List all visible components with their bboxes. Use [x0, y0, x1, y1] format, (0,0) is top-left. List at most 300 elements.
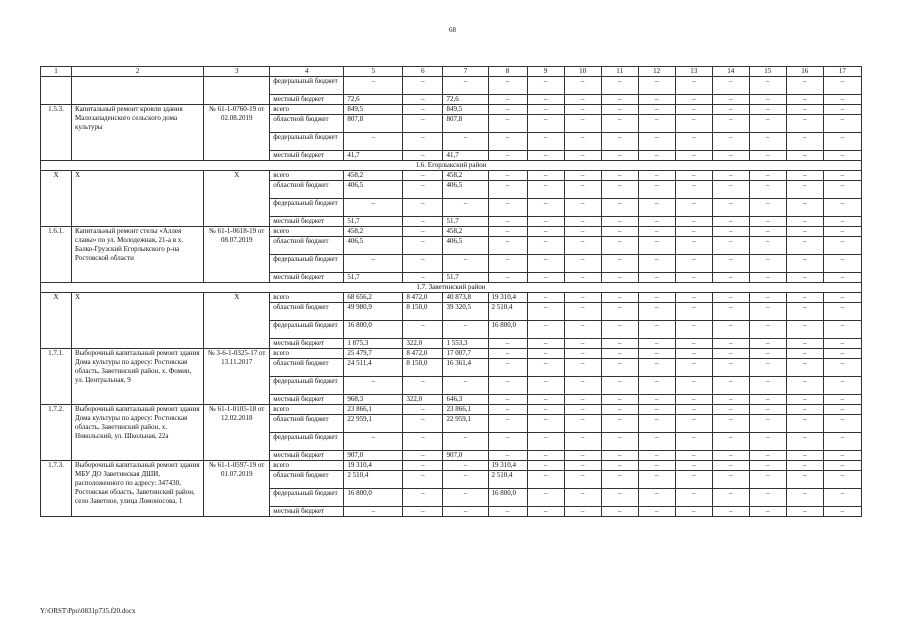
amount-cell: – — [786, 217, 823, 227]
section-row — [41, 161, 862, 171]
amount-cell: – — [675, 293, 712, 303]
amount-cell: – — [527, 303, 564, 321]
item-number-cell: Х — [41, 171, 72, 227]
amount-cell: 646,3 — [443, 395, 488, 405]
amount-cell: 17 007,7 — [443, 349, 488, 359]
amount-cell: – — [749, 303, 786, 321]
funding-source-label: местный бюджет — [270, 451, 344, 461]
table-row — [41, 227, 862, 237]
amount-cell: – — [786, 415, 823, 433]
funding-source-label: областной бюджет — [270, 359, 344, 377]
amount-cell: – — [749, 461, 786, 471]
amount-cell: – — [749, 199, 786, 217]
amount-cell: – — [564, 151, 601, 161]
amount-cell: – — [638, 115, 675, 133]
amount-cell: – — [403, 405, 443, 415]
column-header-cell: 13 — [675, 67, 712, 77]
amount-cell: – — [403, 433, 443, 451]
amount-cell: – — [601, 377, 638, 395]
amount-cell: – — [564, 415, 601, 433]
amount-cell: – — [527, 115, 564, 133]
amount-cell: – — [564, 199, 601, 217]
amount-cell: – — [443, 77, 488, 95]
amount-cell: – — [564, 507, 601, 517]
funding-source-label: федеральный бюджет — [270, 433, 344, 451]
amount-cell: 406,5 — [443, 237, 488, 255]
amount-cell: – — [601, 451, 638, 461]
amount-cell: – — [712, 273, 749, 283]
funding-source-label: местный бюджет — [270, 95, 344, 105]
amount-cell: – — [488, 95, 527, 105]
funding-source-label: федеральный бюджет — [270, 489, 344, 507]
item-number-cell: 1.5.3. — [41, 105, 72, 161]
item-number-cell: Х — [41, 293, 72, 349]
amount-cell: – — [488, 115, 527, 133]
amount-cell: – — [527, 95, 564, 105]
amount-cell: – — [601, 395, 638, 405]
object-name-cell: Х — [72, 171, 204, 227]
amount-cell: 51,7 — [443, 273, 488, 283]
amount-cell: 2 510,4 — [488, 471, 527, 489]
amount-cell: 458,2 — [344, 227, 403, 237]
document-number-cell: № 61-1-0105-18 от 12.02.2018 — [204, 405, 270, 461]
amount-cell: – — [443, 489, 488, 507]
amount-cell: – — [786, 293, 823, 303]
amount-cell: – — [638, 151, 675, 161]
funding-source-label: федеральный бюджет — [270, 377, 344, 395]
amount-cell: – — [488, 199, 527, 217]
amount-cell: – — [601, 405, 638, 415]
amount-cell: – — [675, 115, 712, 133]
amount-cell: – — [786, 151, 823, 161]
item-number-cell: 1.7.3. — [41, 461, 72, 517]
amount-cell: – — [786, 133, 823, 151]
amount-cell: – — [443, 199, 488, 217]
amount-cell: 322,0 — [403, 395, 443, 405]
amount-cell: 807,8 — [344, 115, 403, 133]
amount-cell: – — [675, 105, 712, 115]
amount-cell: – — [675, 471, 712, 489]
amount-cell: 24 511,4 — [344, 359, 403, 377]
amount-cell: – — [564, 405, 601, 415]
amount-cell: – — [712, 461, 749, 471]
amount-cell: – — [527, 461, 564, 471]
amount-cell: – — [527, 151, 564, 161]
amount-cell: – — [675, 489, 712, 507]
amount-cell: – — [823, 217, 861, 227]
amount-cell: – — [527, 451, 564, 461]
amount-cell: – — [564, 293, 601, 303]
amount-cell: – — [786, 115, 823, 133]
amount-cell: – — [675, 133, 712, 151]
amount-cell: – — [488, 227, 527, 237]
amount-cell: – — [527, 415, 564, 433]
amount-cell: – — [601, 415, 638, 433]
amount-cell: – — [601, 77, 638, 95]
document-number-cell: № 61-1-0618-19 от 08.07.2019 — [204, 227, 270, 283]
amount-cell: – — [527, 293, 564, 303]
amount-cell: 849,5 — [344, 105, 403, 115]
amount-cell: – — [675, 237, 712, 255]
amount-cell: – — [488, 339, 527, 349]
funding-source-label: федеральный бюджет — [270, 77, 344, 95]
amount-cell: – — [712, 415, 749, 433]
amount-cell: – — [823, 77, 861, 95]
amount-cell: – — [675, 95, 712, 105]
amount-cell: – — [675, 359, 712, 377]
amount-cell: – — [712, 405, 749, 415]
file-path-footer: Y:\ORST\Ppo\0831p735.f20.docx — [40, 607, 136, 615]
amount-cell: – — [786, 405, 823, 415]
amount-cell: – — [403, 95, 443, 105]
amount-cell: – — [823, 359, 861, 377]
amount-cell: – — [488, 151, 527, 161]
amount-cell: – — [638, 171, 675, 181]
amount-cell: – — [712, 395, 749, 405]
amount-cell: – — [638, 489, 675, 507]
amount-cell: – — [527, 349, 564, 359]
amount-cell: 41,7 — [443, 151, 488, 161]
amount-cell: – — [675, 349, 712, 359]
amount-cell: – — [564, 321, 601, 339]
amount-cell: – — [488, 237, 527, 255]
funding-source-label: местный бюджет — [270, 395, 344, 405]
amount-cell: – — [488, 433, 527, 451]
column-header-cell: 6 — [403, 67, 443, 77]
amount-cell: – — [675, 77, 712, 95]
amount-cell: – — [675, 217, 712, 227]
budget-table — [40, 66, 862, 517]
amount-cell: 8 150,0 — [403, 303, 443, 321]
amount-cell: – — [786, 339, 823, 349]
amount-cell: – — [675, 339, 712, 349]
object-name-cell — [72, 77, 204, 105]
amount-cell: 51,7 — [344, 273, 403, 283]
amount-cell: – — [527, 171, 564, 181]
amount-cell: – — [403, 237, 443, 255]
amount-cell: – — [712, 293, 749, 303]
amount-cell: – — [823, 451, 861, 461]
amount-cell: 39 320,5 — [443, 303, 488, 321]
amount-cell: – — [564, 217, 601, 227]
amount-cell: – — [564, 339, 601, 349]
amount-cell: – — [527, 489, 564, 507]
amount-cell: – — [488, 273, 527, 283]
amount-cell: – — [675, 273, 712, 283]
amount-cell: – — [564, 451, 601, 461]
column-header-cell: 17 — [823, 67, 861, 77]
amount-cell: – — [712, 255, 749, 273]
amount-cell: 16 800,0 — [488, 489, 527, 507]
amount-cell: – — [527, 359, 564, 377]
amount-cell: – — [786, 349, 823, 359]
amount-cell: 19 310,4 — [488, 293, 527, 303]
amount-cell: – — [675, 415, 712, 433]
amount-cell: – — [712, 151, 749, 161]
amount-cell: – — [786, 359, 823, 377]
amount-cell: 22 959,1 — [443, 415, 488, 433]
amount-cell: 8 150,0 — [403, 359, 443, 377]
amount-cell: – — [601, 293, 638, 303]
amount-cell: – — [638, 133, 675, 151]
column-header-cell: 2 — [72, 67, 204, 77]
amount-cell: 849,5 — [443, 105, 488, 115]
column-header-cell: 11 — [601, 67, 638, 77]
amount-cell: – — [403, 105, 443, 115]
amount-cell: – — [823, 405, 861, 415]
amount-cell: – — [712, 377, 749, 395]
amount-cell: 40 873,8 — [443, 293, 488, 303]
amount-cell: – — [488, 255, 527, 273]
amount-cell: 25 479,7 — [344, 349, 403, 359]
document-number-cell: № 3-6-1-0325-17 от 13.11.2017 — [204, 349, 270, 405]
amount-cell: – — [564, 133, 601, 151]
amount-cell: 16 361,4 — [443, 359, 488, 377]
amount-cell: 406,5 — [344, 237, 403, 255]
amount-cell: – — [403, 199, 443, 217]
amount-cell: – — [601, 115, 638, 133]
amount-cell: – — [564, 77, 601, 95]
table-row — [41, 77, 862, 95]
column-header-cell: 3 — [204, 67, 270, 77]
amount-cell: – — [712, 507, 749, 517]
funding-source-label: областной бюджет — [270, 115, 344, 133]
amount-cell: – — [564, 395, 601, 405]
amount-cell: – — [786, 377, 823, 395]
amount-cell: – — [823, 415, 861, 433]
amount-cell: 72,6 — [443, 95, 488, 105]
amount-cell: – — [527, 237, 564, 255]
funding-source-label: всего — [270, 105, 344, 115]
amount-cell: – — [749, 405, 786, 415]
amount-cell: – — [601, 339, 638, 349]
amount-cell: – — [712, 433, 749, 451]
amount-cell: – — [488, 359, 527, 377]
amount-cell: – — [823, 171, 861, 181]
amount-cell: – — [712, 105, 749, 115]
amount-cell: – — [443, 255, 488, 273]
amount-cell: – — [712, 181, 749, 199]
amount-cell: – — [601, 321, 638, 339]
amount-cell: 907,0 — [443, 451, 488, 461]
amount-cell: – — [712, 227, 749, 237]
amount-cell: – — [564, 171, 601, 181]
amount-cell: – — [749, 105, 786, 115]
funding-source-label: областной бюджет — [270, 303, 344, 321]
document-number-cell: № 61-1-0760-19 от 02.08.2019 — [204, 105, 270, 161]
amount-cell: – — [344, 255, 403, 273]
amount-cell: – — [443, 133, 488, 151]
amount-cell: – — [403, 377, 443, 395]
amount-cell: – — [675, 395, 712, 405]
amount-cell: – — [443, 321, 488, 339]
amount-cell: – — [527, 105, 564, 115]
amount-cell: – — [488, 217, 527, 227]
amount-cell: – — [527, 217, 564, 227]
amount-cell: – — [527, 133, 564, 151]
amount-cell: – — [749, 237, 786, 255]
amount-cell: – — [823, 471, 861, 489]
funding-source-label: федеральный бюджет — [270, 133, 344, 151]
amount-cell: – — [749, 507, 786, 517]
object-name-cell: Капитальный ремонт кровли здания Малозападенского сельского дома культуры — [72, 105, 204, 161]
column-header-cell: 14 — [712, 67, 749, 77]
amount-cell: – — [564, 237, 601, 255]
amount-cell: – — [443, 461, 488, 471]
amount-cell: – — [638, 433, 675, 451]
amount-cell: – — [823, 303, 861, 321]
amount-cell: – — [823, 293, 861, 303]
amount-cell: – — [786, 303, 823, 321]
item-number-cell: 1.7.1. — [41, 349, 72, 405]
amount-cell: – — [749, 151, 786, 161]
amount-cell: – — [786, 227, 823, 237]
amount-cell: – — [749, 489, 786, 507]
amount-cell: – — [527, 339, 564, 349]
amount-cell: – — [675, 171, 712, 181]
amount-cell: – — [823, 237, 861, 255]
document-number-cell: Х — [204, 293, 270, 349]
funding-source-label: федеральный бюджет — [270, 321, 344, 339]
amount-cell: – — [564, 255, 601, 273]
amount-cell: – — [601, 273, 638, 283]
amount-cell: – — [638, 217, 675, 227]
amount-cell: – — [712, 359, 749, 377]
amount-cell: – — [675, 227, 712, 237]
amount-cell: – — [749, 321, 786, 339]
amount-cell: – — [749, 217, 786, 227]
amount-cell: 49 980,9 — [344, 303, 403, 321]
amount-cell: – — [749, 349, 786, 359]
amount-cell: – — [712, 217, 749, 227]
amount-cell: – — [403, 507, 443, 517]
amount-cell: – — [601, 133, 638, 151]
funding-source-label: всего — [270, 227, 344, 237]
amount-cell: – — [564, 227, 601, 237]
amount-cell: – — [749, 95, 786, 105]
funding-source-label: федеральный бюджет — [270, 199, 344, 217]
amount-cell: 2 510,4 — [488, 303, 527, 321]
amount-cell: – — [675, 377, 712, 395]
amount-cell: – — [488, 405, 527, 415]
amount-cell: – — [712, 339, 749, 349]
amount-cell: – — [638, 273, 675, 283]
amount-cell: – — [786, 181, 823, 199]
amount-cell: – — [823, 377, 861, 395]
amount-cell: 322,0 — [403, 339, 443, 349]
amount-cell: – — [823, 433, 861, 451]
amount-cell: – — [712, 95, 749, 105]
funding-source-label: всего — [270, 171, 344, 181]
amount-cell: – — [564, 181, 601, 199]
amount-cell: – — [823, 151, 861, 161]
amount-cell: – — [786, 171, 823, 181]
funding-source-label: местный бюджет — [270, 217, 344, 227]
amount-cell: – — [527, 321, 564, 339]
amount-cell: – — [403, 273, 443, 283]
table-row — [41, 105, 862, 115]
amount-cell: – — [601, 359, 638, 377]
amount-cell: – — [601, 433, 638, 451]
funding-source-label: местный бюджет — [270, 339, 344, 349]
amount-cell: – — [823, 181, 861, 199]
amount-cell: – — [488, 181, 527, 199]
amount-cell: – — [564, 359, 601, 377]
amount-cell: – — [749, 339, 786, 349]
funding-source-label: областной бюджет — [270, 471, 344, 489]
table-body — [41, 67, 862, 517]
amount-cell: – — [601, 171, 638, 181]
amount-cell: – — [488, 77, 527, 95]
amount-cell: – — [638, 507, 675, 517]
amount-cell: – — [488, 105, 527, 115]
amount-cell: 51,7 — [344, 217, 403, 227]
amount-cell: – — [564, 303, 601, 321]
amount-cell: – — [564, 105, 601, 115]
amount-cell: – — [712, 321, 749, 339]
amount-cell: – — [638, 303, 675, 321]
object-name-cell: Капитальный ремонт стелы «Аллея славы» по ул. Молодежная, 21-а в х. Балко-Грузский Егорлыкского р-на Ростовской области — [72, 227, 204, 283]
amount-cell: – — [675, 199, 712, 217]
amount-cell: – — [638, 181, 675, 199]
amount-cell: – — [527, 377, 564, 395]
amount-cell: 907,0 — [344, 451, 403, 461]
amount-cell: – — [564, 273, 601, 283]
document-number-cell: Х — [204, 171, 270, 227]
amount-cell: – — [527, 227, 564, 237]
amount-cell: – — [823, 461, 861, 471]
amount-cell: 16 800,0 — [344, 489, 403, 507]
column-header-cell: 4 — [270, 67, 344, 77]
amount-cell: – — [786, 461, 823, 471]
column-header-cell: 10 — [564, 67, 601, 77]
amount-cell: – — [403, 255, 443, 273]
amount-cell: – — [823, 489, 861, 507]
amount-cell: – — [527, 395, 564, 405]
section-row — [41, 283, 862, 293]
amount-cell: – — [564, 461, 601, 471]
amount-cell: – — [638, 237, 675, 255]
amount-cell: – — [823, 199, 861, 217]
amount-cell: – — [638, 395, 675, 405]
amount-cell: – — [403, 151, 443, 161]
amount-cell: – — [564, 489, 601, 507]
amount-cell: – — [749, 227, 786, 237]
amount-cell: – — [344, 377, 403, 395]
amount-cell: – — [488, 451, 527, 461]
amount-cell: – — [712, 451, 749, 461]
column-header-cell: 8 — [488, 67, 527, 77]
amount-cell: – — [564, 95, 601, 105]
amount-cell: – — [786, 471, 823, 489]
amount-cell: – — [823, 95, 861, 105]
funding-source-label: федеральный бюджет — [270, 255, 344, 273]
amount-cell: – — [675, 451, 712, 461]
amount-cell: 458,2 — [344, 171, 403, 181]
amount-cell: – — [344, 77, 403, 95]
amount-cell: 41,7 — [344, 151, 403, 161]
amount-cell: 16 800,0 — [344, 321, 403, 339]
amount-cell: – — [601, 227, 638, 237]
funding-source-label: местный бюджет — [270, 507, 344, 517]
column-header-cell: 12 — [638, 67, 675, 77]
amount-cell: – — [675, 461, 712, 471]
amount-cell: – — [712, 489, 749, 507]
amount-cell: – — [712, 171, 749, 181]
amount-cell: – — [527, 181, 564, 199]
amount-cell: – — [344, 433, 403, 451]
column-header-cell: 9 — [527, 67, 564, 77]
